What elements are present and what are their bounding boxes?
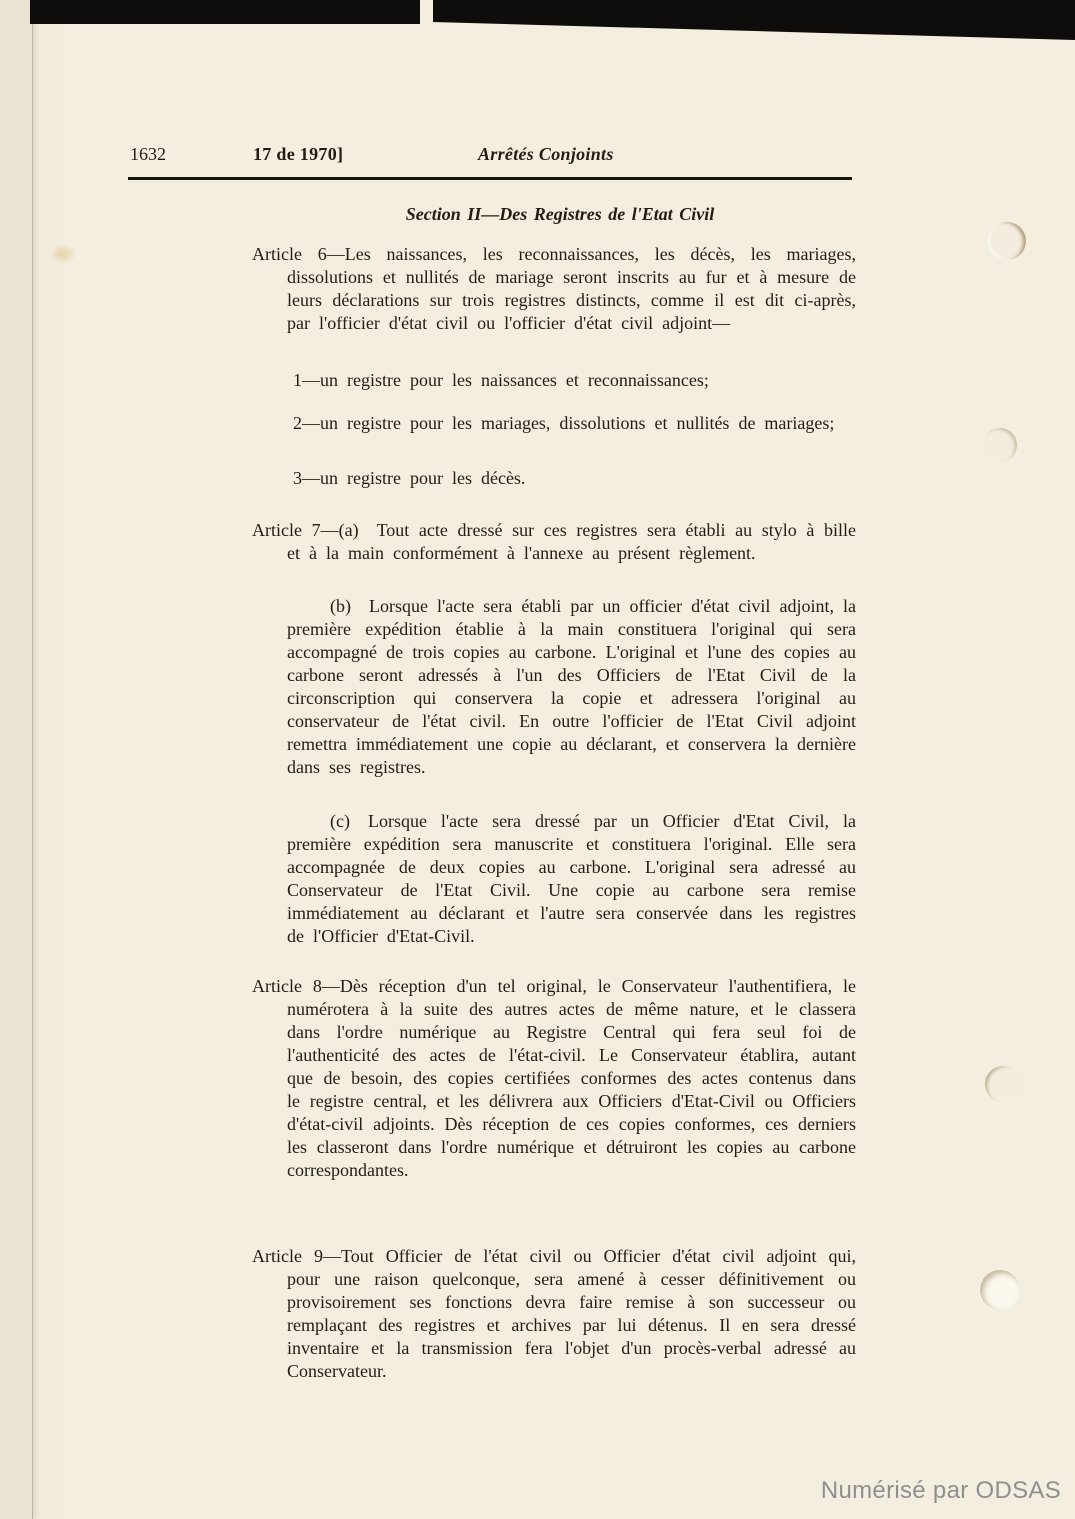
article-7-paragraph-c: (c) Lorsque l'acte sera dressé par un Officier d'Etat Civil, la première expédition sera manuscrite et constituera l'original. Elle sera accompagnée de deux copies au carbone. L'original sera adressé au Conservateur de l'Etat Civil. Une copie au carbone sera remise immédiatement au déclarant et l'autre sera conservée dans les registres de l'Officier d'Etat-Civil. <box>287 811 856 946</box>
issue-reference: 17 de 1970] <box>253 144 344 164</box>
section-title: Section II—Des Registres de l'Etat Civil <box>405 204 715 224</box>
article-6-item-3: 3—un registre pour les décès. <box>293 468 526 488</box>
article-9-paragraph: Article 9—Tout Officier de l'état civil ou Officier d'état civil adjoint qui, pour une raison quelconque, sera amené à cesser définitivement ou provisoirement ses fonctions devra faire remise à son successeur ou remplaçant des registres et archives par lui détenus. Il en sera dressé inventaire et la transmission fera l'objet d'un procès-verbal adressé au Conservateur. <box>252 1246 856 1381</box>
article-7-paragraph-a: Article 7—(a) Tout acte dressé sur ces registres sera établi au stylo à bille et à la main conformément à l'annexe au présent règlement. <box>252 520 856 563</box>
odsas-watermark: Numérisé par ODSAS <box>820 1477 1061 1504</box>
paper-stain <box>52 246 74 262</box>
page-number: 1632 <box>130 144 166 164</box>
article-7-paragraph-b: (b) Lorsque l'acte sera établi par un officier d'état civil adjoint, la première expédition établie à la main constituera l'original qui sera accompagné de trois copies au carbone. L'original et l'une des copies au carbone seront adressés à l'un des Officiers de l'Etat Civil de la circonscription qui conservera la copie et adressera l'original au conservateur de l'état civil. En outre l'officier de l'Etat Civil adjoint remettra immédiatement une copie au déclarant, et conservera la dernière dans ses registres. <box>287 596 856 777</box>
hole-punch-4 <box>980 1270 1020 1310</box>
hole-punch-2 <box>983 428 1017 462</box>
article-6-item-1: 1—un registre pour les naissances et reconnaissances; <box>293 370 709 390</box>
article-6-item-2: 2—un registre pour les mariages, dissolutions et nullités de mariages; <box>293 413 835 433</box>
document-body <box>252 0 856 1519</box>
running-title: Arrêtés Conjoints <box>478 144 614 164</box>
article-8-paragraph: Article 8—Dès réception d'un tel original, le Conservateur l'authentifiera, le numérotera à la suite des autres actes de même nature, et le classera dans l'ordre numérique au Registre Central qui fera seul foi de l'authenticité des actes de l'état-civil. Le Conservateur établira, autant que de besoin, des copies certifiées conformes des actes contenus dans le registre central, et les délivrera aux Officiers d'Etat-Civil ou Officiers d'état-civil adjoints. Dès réception de ces copies conformes, ces derniers les classeront dans l'ordre numérique et détruiront les copies au carbone correspondantes. <box>252 976 856 1180</box>
article-6-paragraph: Article 6—Les naissances, les reconnaissances, les décès, les mariages, dissolutions et nullités de mariage seront inscrits au fur et à mesure de leurs déclarations sur trois registres distincts, comme il est dit ci-après, par l'officier d'état civil ou l'officier d'état civil adjoint— <box>252 244 856 333</box>
hole-punch-1 <box>988 222 1026 260</box>
under-page-edge <box>0 0 33 1519</box>
hole-punch-3 <box>985 1066 1021 1102</box>
